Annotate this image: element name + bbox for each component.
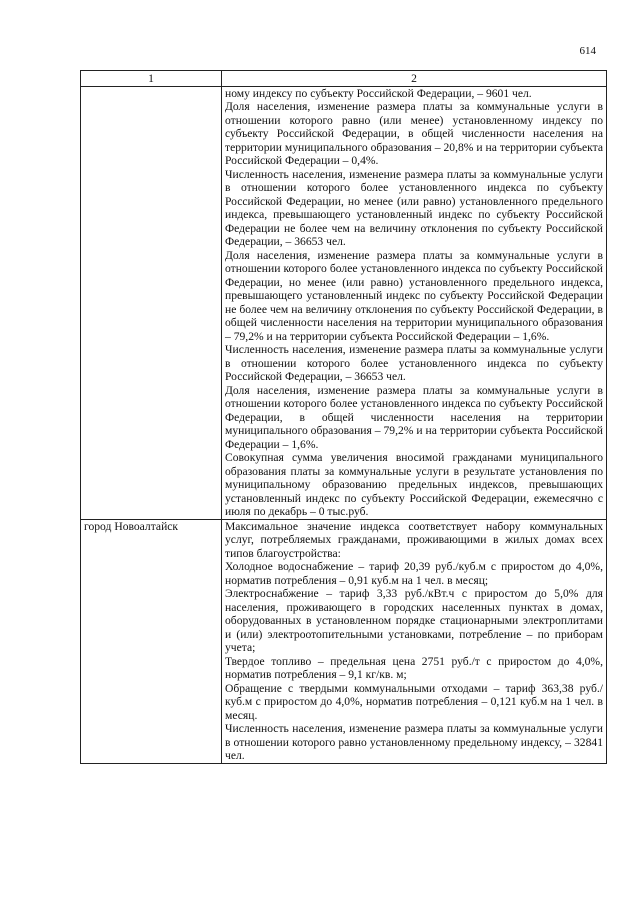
description-cell [222,86,607,519]
table-row [81,86,607,519]
paragraph: Обращение с твердыми коммунальными отходами – тариф 363,38 руб./куб.м с приростом до 4,0%, норматив потребления – 0,121 куб.м на 1 чел. в месяц. [225,681,603,722]
paragraph: ному индексу по субъекту Российской Федерации, – 9601 чел. [225,86,532,100]
paragraph: Численность населения, изменение размера платы за коммунальные услуги в отношении которого более установленного индекса по субъекту Российской Федерации, но менее (или равно) установленного предельного индекса, превышающего установленный индекс по субъекту Российской Федерации не более чем на величину отклонения по субъекту Российской Федерации, – 36653 чел. [225,167,603,248]
column-header: 1 [81,71,222,87]
document-table [80,70,607,764]
municipality-cell: город Новоалтайск [81,519,222,763]
paragraph: Численность населения, изменение размера платы за коммунальные услуги в отношении которого равно установленному предельному индексу, – 32841 чел. [225,722,603,762]
paragraph: Совокупная сумма увеличения вносимой гражданами муниципального образования платы за коммунальные услуги в результате установления по муниципальному образованию предельных индексов, превышающих установленный индекс по субъекту Российской Федерации, ежемесячно с июля по декабрь – 0 тыс.руб. [225,451,603,518]
paragraph: Максимальное значение индекса соответствует набору коммунальных услуг, потребляемых гражданами, проживающими в жилых домах всех типов благоустройства: [225,519,603,560]
paragraph: Твердое топливо – предельная цена 2751 руб./т с приростом до 4,0%, норматив потребления – 9,1 кг/кв. м; [225,654,603,681]
paragraph: Доля населения, изменение размера платы за коммунальные услуги в отношении которого более установленного индекса по субъекту Российской Федерации, в общей численности населения на территории муниципального образования – 79,2% и на территории субъекта Российской Федерации – 1,6%. [225,383,603,451]
paragraph: Доля населения, изменение размера платы за коммунальные услуги в отношении которого равно (или менее) установленному индексу по субъекту Российской Федерации, в общей численности населения на территории муниципального образования – 20,8% и на территории субъекта Российской Федерации – 0,4%. [225,100,603,167]
table-header-row [81,71,607,87]
description-cell [222,519,607,763]
column-header: 2 [222,71,607,87]
page-number: 614 [579,45,596,57]
paragraph: Холодное водоснабжение – тариф 20,39 руб./куб.м с приростом до 4,0%, норматив потребления – 0,91 куб.м на 1 чел. в месяц; [225,560,603,587]
paragraph: Электроснабжение – тариф 3,33 руб./кВт.ч с приростом до 5,0% для населения, проживающего в городских населенных пунктах в домах, оборудованных в установленном порядке стационарными электроплитами и (или) электроотопительными установками, потребление – по приборам учета; [225,587,603,654]
paragraph: Численность населения, изменение размера платы за коммунальные услуги в отношении которого более установленного индекса по субъекту Российской Федерации, – 36653 чел. [225,343,603,383]
municipality-cell [81,86,222,519]
table-row [81,519,607,763]
paragraph: Доля населения, изменение размера платы за коммунальные услуги в отношении которого более установленного индекса по субъекту Российской Федерации, но менее (или равно) установленного предельного индекса, превышающего установленный индекс по субъекту Российской Федерации не более чем на величину отклонения по субъекту Российской Федерации, в общей численности населения на территории муниципального образования – 79,2% и на территории субъекта Российской Федерации – 1,6%. [225,248,603,343]
